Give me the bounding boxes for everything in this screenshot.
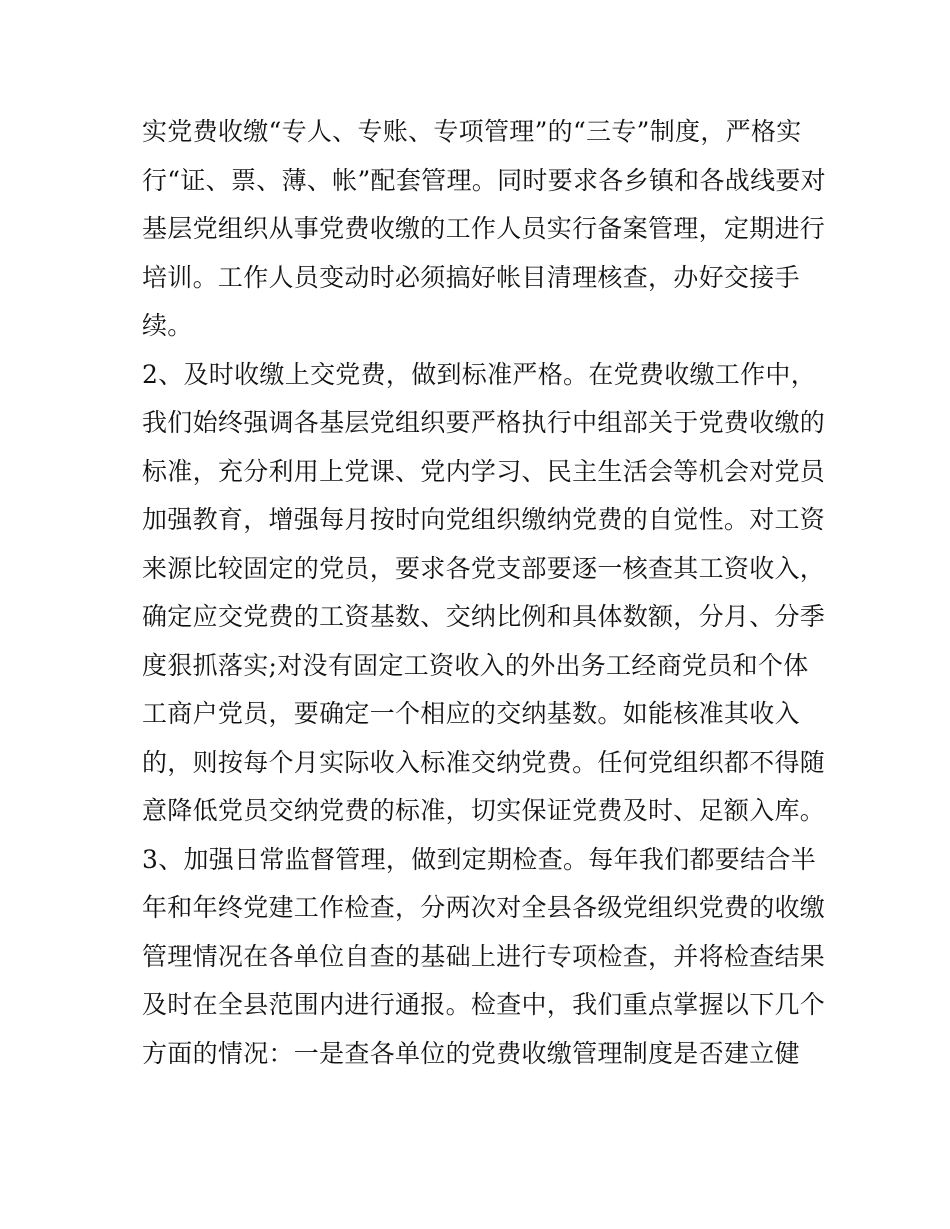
text-line: 我们始终强调各基层党组织要严格执行中组部关于党费收缴的 (142, 408, 826, 437)
text-line: 加强教育，增强每月按时向党组织缴纳党费的自觉性。对工资 (142, 505, 826, 534)
text-line: 及时在全县范围内进行通报。检查中，我们重点掌握以下几个 (142, 990, 826, 1019)
text-line: 3、加强日常监督管理，做到定期检查。每年我们都要结合半 (142, 844, 817, 874)
text-line: 管理情况在各单位自查的基础上进行专项检查，并将检查结果 (142, 941, 826, 971)
text-line: 来源比较固定的党员，要求各党支部要逐一核查其工资收入， (142, 553, 826, 583)
text-line: 续。 (142, 311, 193, 340)
text-line: 度狠抓落实;对没有固定工资收入的外出务工经商党员和个体 (142, 650, 809, 680)
text-line: 基层党组织从事党费收缴的工作人员实行备案管理，定期进行 (142, 214, 826, 243)
text-line: 工商户党员，要确定一个相应的交纳基数。如能核准其收入 (142, 699, 800, 728)
text-line: 方面的情况：一是查各单位的党费收缴管理制度是否建立健 (142, 1038, 800, 1068)
text-line: 年和年终党建工作检查，分两次对全县各级党组织党费的收缴 (142, 893, 826, 922)
text-line: 实党费收缴“专人、专账、专项管理”的“三专”制度，严格实 (142, 117, 802, 146)
text-line: 2、及时收缴上交党费，做到标准严格。在党费收缴工作中， (142, 359, 817, 389)
text-line: 的，则按每个月实际收入标准交纳党费。任何党组织都不得随 (142, 747, 826, 777)
text-line: 标准，充分利用上党课、党内学习、民主生活会等机会对党员 (142, 456, 826, 486)
document-body (142, 108, 826, 1078)
text-line: 确定应交党费的工资基数、交纳比例和具体数额，分月、分季 (142, 602, 826, 631)
text-line: 培训。工作人员变动时必须搞好帐目清理核查，办好交接手 (142, 262, 800, 292)
text-line: 行“证、票、薄、帐”配套管理。同时要求各乡镇和各战线要对 (142, 165, 826, 195)
text-line: 意降低党员交纳党费的标准，切实保证党费及时、足额入库。 (142, 796, 826, 825)
